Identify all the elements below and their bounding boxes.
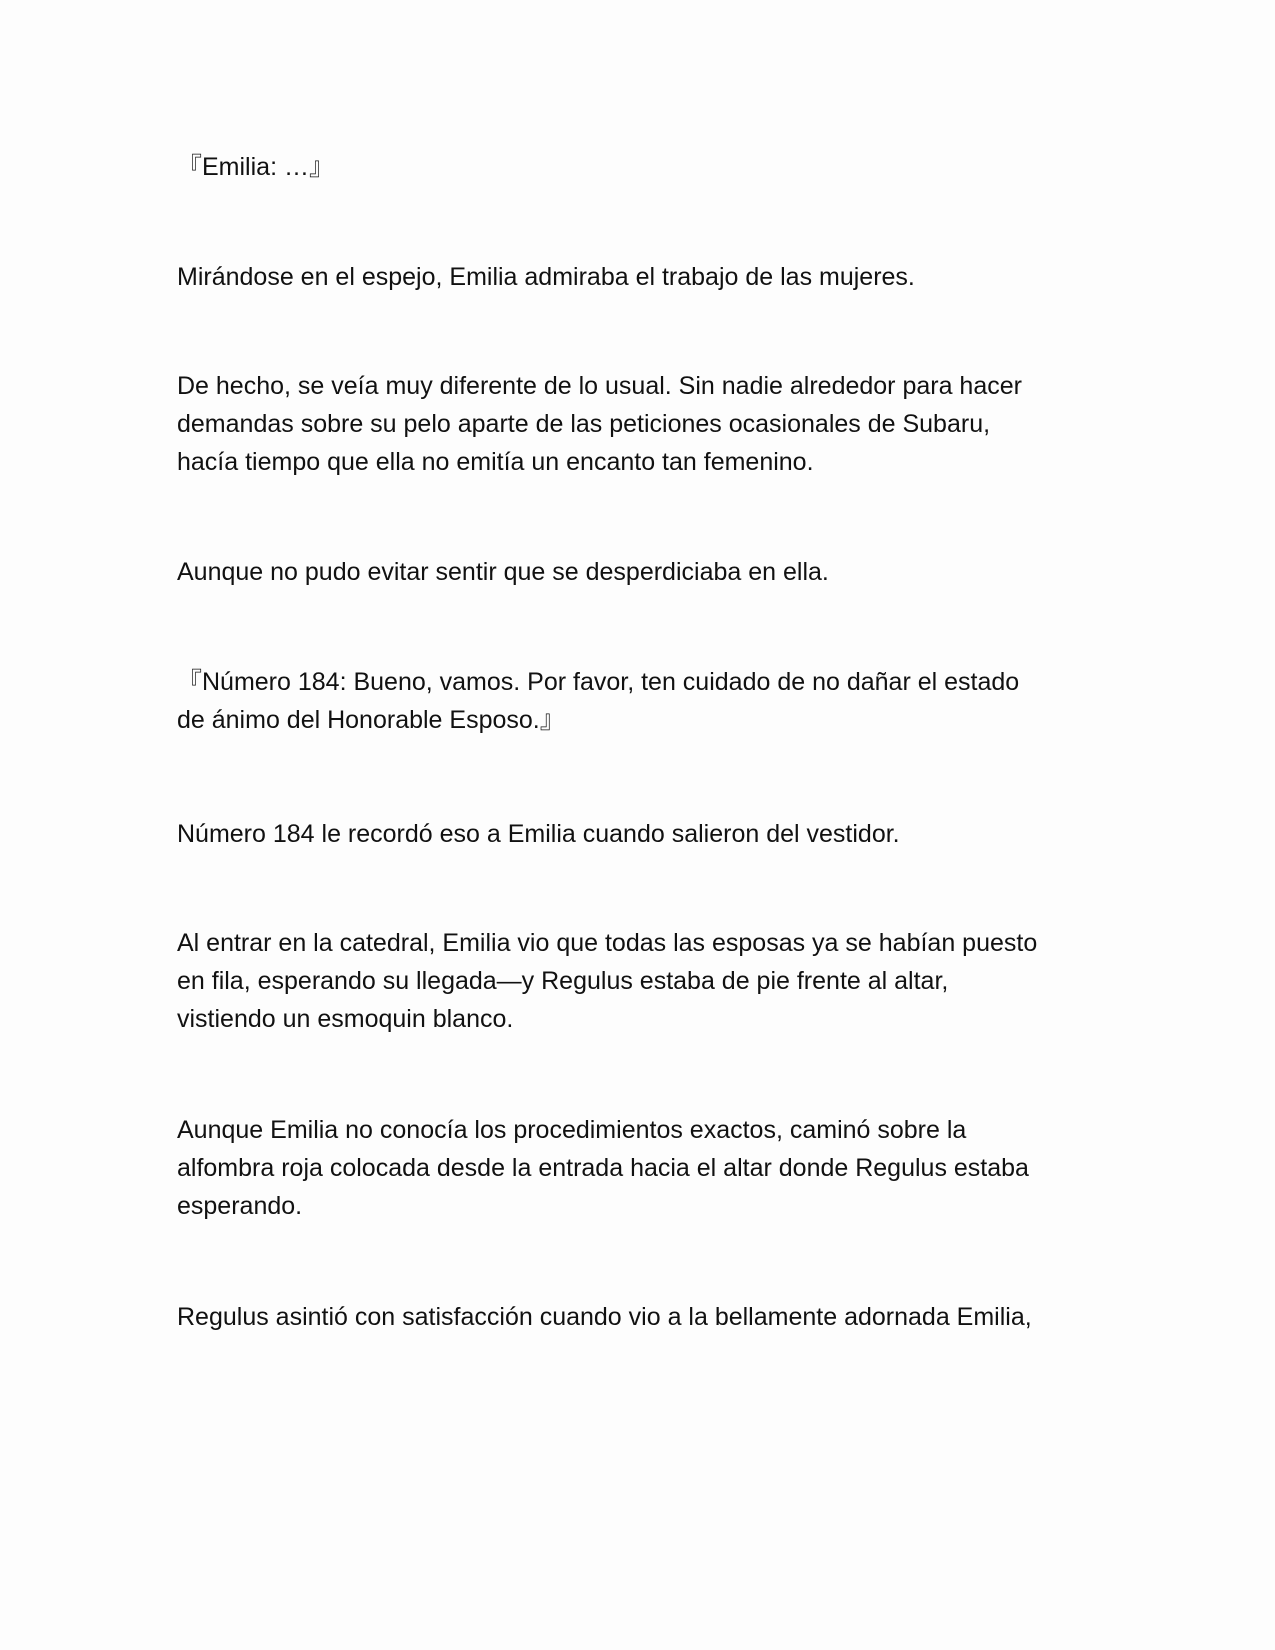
paragraph: Aunque Emilia no conocía los procedimientos exactos, caminó sobre la alfombra roja colocada desde la entrada hacia el altar donde Regulus estaba esperando.	[177, 1116, 1029, 1220]
paragraph: Número 184 le recordó eso a Emilia cuando salieron del vestidor.	[177, 820, 900, 848]
paragraph: Aunque no pudo evitar sentir que se desperdiciaba en ella.	[177, 558, 829, 586]
dialogue-line-emilia: 『Emilia: …』	[177, 153, 334, 181]
dialogue-line-numero-184: 『Número 184: Bueno, vamos. Por favor, ten cuidado de no dañar el estado de ánimo del Honorable Esposo.』	[177, 668, 1020, 734]
paragraph: Regulus asintió con satisfacción cuando vio a la bellamente adornada Emilia,	[177, 1303, 1032, 1331]
paragraph: Mirándose en el espejo, Emilia admiraba el trabajo de las mujeres.	[177, 263, 915, 291]
paragraph: De hecho, se veía muy diferente de lo usual. Sin nadie alrededor para hacer demandas sobre su pelo aparte de las peticiones ocasionales de Subaru, hacía tiempo que ella no emitía un encanto tan femenino.	[177, 372, 1022, 476]
paragraph: Al entrar en la catedral, Emilia vio que todas las esposas ya se habían puesto en fila, esperando su llegada—y Regulus estaba de pie frente al altar, vistiendo un esmoquin blanco.	[177, 929, 1038, 1033]
